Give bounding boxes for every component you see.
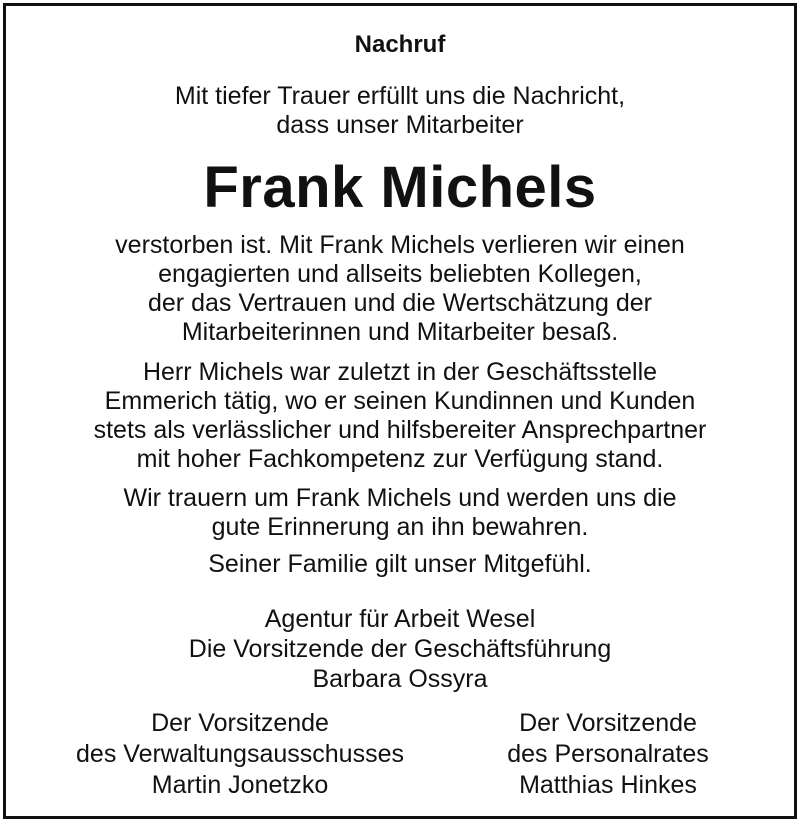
condolence-line: Seiner Familie gilt unser Mitgefühl.: [208, 550, 592, 578]
intro-line: Mit tiefer Trauer erfüllt uns die Nachricht,: [174, 82, 626, 110]
paragraph-line: engagierten und allseits beliebten Kollegen,: [158, 260, 642, 288]
paragraph-line: Emmerich tätig, wo er seinen Kundinnen und Kunden: [104, 387, 696, 415]
signatory-left-role: Der Vorsitzende: [151, 709, 329, 737]
signatory-role: Die Vorsitzende der Geschäftsführung: [188, 635, 612, 663]
intro-line: dass unser Mitarbeiter: [276, 111, 524, 139]
paragraph-line: Herr Michels war zuletzt in der Geschäftsstelle: [142, 358, 658, 386]
signatory-organization: Agentur für Arbeit Wesel: [264, 605, 536, 633]
paragraph-line: verstorben ist. Mit Frank Michels verlieren wir einen: [115, 231, 685, 259]
paragraph-line: der das Vertrauen und die Wertschätzung der: [147, 289, 653, 317]
paragraph-line: mit hoher Fachkompetenz zur Verfügung stand.: [136, 445, 664, 473]
signatory-left-committee: des Verwaltungsausschusses: [76, 740, 404, 768]
deceased-name: Frank Michels: [203, 155, 597, 220]
signatory-left-name: Martin Jonetzko: [151, 771, 329, 799]
signatory-right-name: Matthias Hinkes: [519, 771, 697, 799]
paragraph-line: stets als verlässlicher und hilfsbereiter Ansprechpartner: [93, 416, 707, 444]
signatory-right-block: [408, 708, 800, 801]
signatory-right-role: Der Vorsitzende: [519, 709, 697, 737]
paragraph-line: Mitarbeiterinnen und Mitarbeiter besaß.: [181, 318, 619, 346]
notice-heading: Nachruf: [354, 31, 446, 58]
signatory-name: Barbara Ossyra: [312, 665, 488, 693]
paragraph-line: Wir trauern um Frank Michels und werden uns die: [123, 484, 677, 512]
paragraph-line: gute Erinnerung an ihn bewahren.: [211, 513, 589, 541]
signatory-left-block: [40, 708, 440, 801]
signatory-right-committee: des Personalrates: [507, 740, 709, 768]
